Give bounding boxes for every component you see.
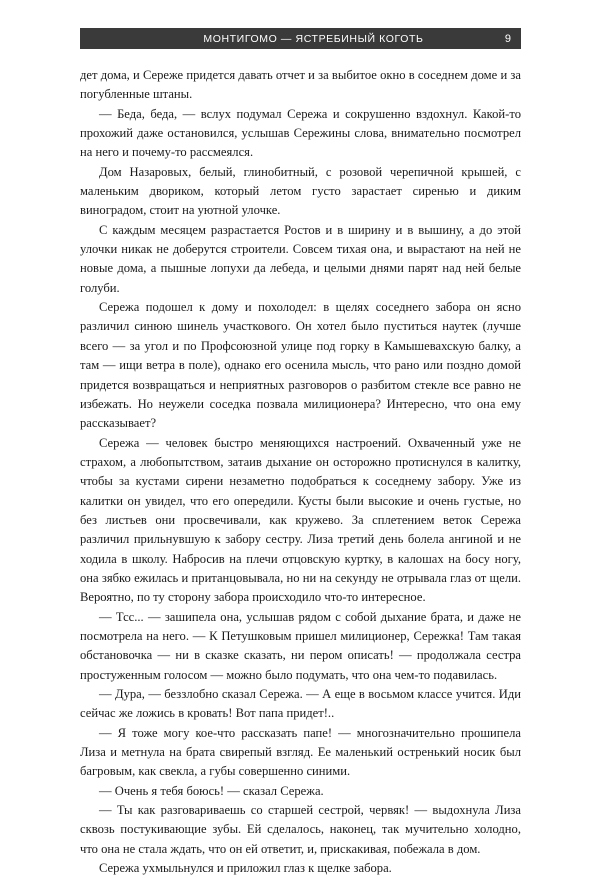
paragraph: Сережа подошел к дому и похолодел: в щелях соседнего забора он ясно различил синюю шинель участкового. Он хотел было пуститься наутек (лучше всего — за угол и по Профсоюзной улице под горку в Камышевахскую балку, а там — ищи ветра в поле), однако его осенила мысль, что рано или поздно домой придется возвращаться и неприятных разговоров о разбитом стекле все равно не избежать. Но неужели соседка позвала милиционера? Интересно, что она ему рассказывает?: [80, 300, 521, 431]
paragraph: — Тсс... — зашипела она, услышав рядом с собой дыхание брата, и даже не посмотрела на него. — К Петушковым пришел милиционер, Сережка! Там такая обстановочка — ни в сказке сказать, ни пером описать! — продолжала сестра простуженным голосом — можно было подумать, что она чем-то подавилась.: [80, 609, 521, 682]
paragraph: Дом Назаровых, белый, глинобитный, с розовой черепичной крышей, с маленьким двориком, который летом густо зарастает сиренью и диким виноградом, стоит на уютной улочке.: [80, 164, 521, 218]
paragraph: Сережа ухмыльнулся и приложил глаз к щелке забора.: [99, 861, 392, 876]
paragraph: — Дура, — беззлобно сказал Сережа. — А еще в восьмом классе учится. Иди сейчас же ложись в кровать! Вот папа придет!..: [80, 687, 521, 721]
paragraph: — Беда, беда, — вслух подумал Сережа и сокрушенно вздохнул. Какой-то прохожий даже остановился, услышав Сережины слова, внимательно посмотрел на него и почему-то рассмеялся.: [80, 106, 521, 160]
paragraph: — Ты как разговариваешь со старшей сестрой, червяк! — выдохнула Лиза сквозь постукивающие зубы. Ей сделалось, наконец, так мучительно холодно, что она не стала ждать, что он ей ответит, и, прискакивая, побежала в дом.: [80, 803, 521, 856]
running-header: [80, 28, 521, 49]
paragraph: С каждым месяцем разрастается Ростов и в ширину и в вышину, а до этой улочки никак не доберутся строители. Совсем тихая она, и вырастают на ней не новые дома, а пышные лопухи да лебеда, и целыми днями парят над ней белые голуби.: [80, 222, 521, 295]
paragraph: — Очень я тебя боюсь! — сказал Сережа.: [99, 783, 324, 798]
paragraph: — Я тоже могу кое-что рассказать папе! — многозначительно прошипела Лиза и метнула на брата свирепый взгляд. Ее маленький остренький носик был багровым, как свекла, а губы совершенно синими.: [80, 725, 521, 779]
page-text: [80, 66, 521, 878]
paragraph: дет дома, и Сереже придется давать отчет и за выбитое окно в соседнем доме и за погубленные штаны.: [80, 68, 521, 102]
running-title: МОНТИГОМО — ЯСТРЕБИНЫЙ КОГОТЬ: [203, 32, 424, 45]
page-number: 9: [504, 32, 511, 45]
paragraph: Сережа — человек быстро меняющихся настроений. Охваченный уже не страхом, а любопытством, затаив дыхание он осторожно протиснулся в калитку, чтобы за кустами сирени незаметно подобраться к соседнему забору. Уже из калитки он увидел, что его опередили. Кусты были высокие и очень густые, но без листьев они просвечивали, как кружево. За сплетением веток Сережа различил прильнувшую к забору сестру. Лиза третий день болела ангиной и не ходила в школу. Набросив на плечи отцовскую куртку, в калошах на босу ногу, она зябко ежилась и пританцовывала, но ни на секунду не отрывала глаз от щели. Вероятно, по ту сторону забора происходило что-то интересное.: [80, 435, 521, 605]
